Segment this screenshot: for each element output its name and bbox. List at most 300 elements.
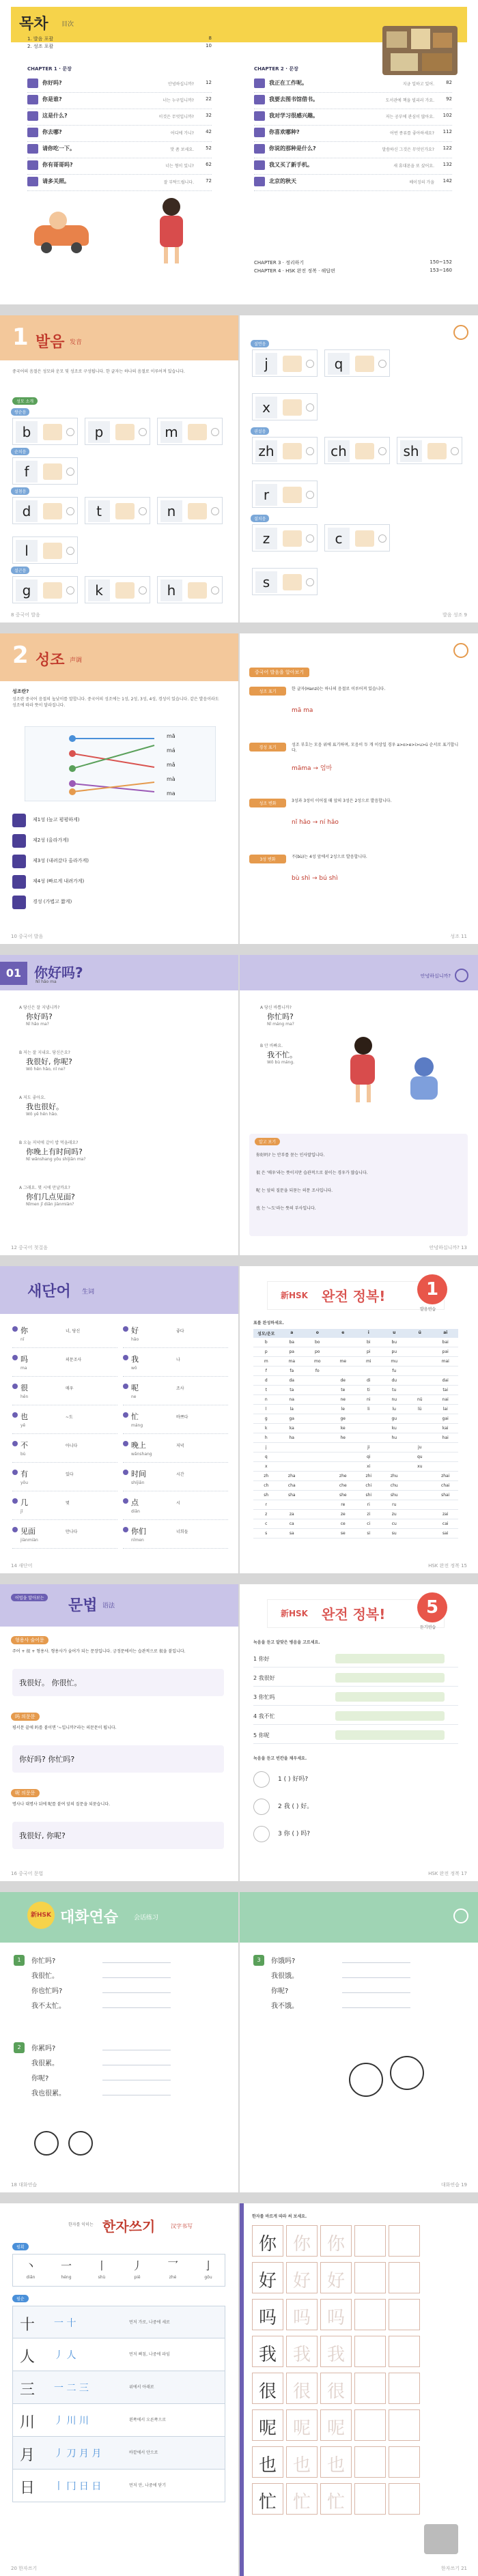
table-cell[interactable]: gu xyxy=(391,1416,397,1421)
table-cell[interactable]: li xyxy=(367,1407,370,1412)
toc-item[interactable] xyxy=(27,142,212,158)
toc-item[interactable] xyxy=(254,175,452,191)
table-cell[interactable]: na xyxy=(289,1397,294,1402)
table-cell[interactable]: ri xyxy=(367,1502,370,1507)
pinyin-card[interactable] xyxy=(397,437,462,464)
table-cell[interactable]: shi xyxy=(365,1493,372,1498)
conv-answer-line[interactable] xyxy=(102,2074,171,2080)
hsk5-item-text: 3 你忙吗 xyxy=(253,1694,275,1700)
toc-photo-collage xyxy=(382,26,458,75)
conv-answer-line[interactable] xyxy=(342,2001,410,2008)
practice-cell[interactable] xyxy=(389,2483,420,2515)
stroke-glyph: 丶 xyxy=(25,2259,36,2272)
table-cell[interactable]: cha xyxy=(287,1483,296,1488)
practice-cell[interactable] xyxy=(389,2336,420,2367)
practice-cell[interactable] xyxy=(354,2225,386,2257)
practice-cell[interactable] xyxy=(252,2299,283,2330)
toc-item[interactable] xyxy=(254,142,452,158)
conv-answer-line[interactable] xyxy=(102,2001,171,2008)
conv-answer-line[interactable] xyxy=(102,1986,171,1993)
practice-cell[interactable] xyxy=(389,2299,420,2330)
practice-cell[interactable] xyxy=(252,2262,283,2293)
pinyin-initial: t xyxy=(88,500,110,522)
pinyin-group-tag: 쌍순음 xyxy=(11,408,29,416)
table-cell[interactable]: pi xyxy=(367,1349,371,1354)
practice-cell[interactable] xyxy=(286,2373,318,2404)
toc-appendix-item[interactable]: CHAPTER 4 · HSK 완전 정복 · 해답편 xyxy=(254,268,335,274)
toc-item-page: 12 xyxy=(206,80,212,85)
practice-char: 也 xyxy=(258,2455,277,2476)
vocab-meaning: 저녁 xyxy=(176,1444,184,1448)
table-cell[interactable]: fa xyxy=(290,1369,294,1373)
table-cell[interactable]: gai xyxy=(442,1416,449,1421)
practice-cell[interactable] xyxy=(354,2446,386,2478)
table-cell[interactable]: zhai xyxy=(441,1474,450,1478)
table-cell: f xyxy=(265,1369,267,1373)
table-cell[interactable]: ge xyxy=(340,1416,346,1421)
pinyin-card[interactable] xyxy=(252,349,318,377)
table-header-cell: ü xyxy=(418,1330,421,1335)
table-cell[interactable]: shai xyxy=(441,1493,450,1498)
rule-text: 성조 부호는 모음 위에 표기하며, 모음이 두 개 이상일 경우 a>o>e>i>u>ü 순서로 표기합니다. xyxy=(292,743,459,753)
bullet-icon xyxy=(12,1470,18,1475)
practice-cell[interactable] xyxy=(286,2299,318,2330)
table-cell[interactable]: chu xyxy=(390,1483,398,1488)
mouth-shape-icon xyxy=(211,586,219,595)
table-cell[interactable]: sai xyxy=(442,1531,449,1536)
practice-cell[interactable] xyxy=(286,2446,318,2478)
mouth-shape-icon xyxy=(211,507,219,515)
vocab-hanzi: 很 xyxy=(20,1384,28,1392)
grammar-example-box xyxy=(12,1669,224,1696)
toc-item[interactable] xyxy=(27,175,212,191)
hsk5-item2[interactable] xyxy=(253,1796,458,1819)
table-cell[interactable]: sha xyxy=(287,1493,296,1498)
table-cell[interactable]: sa xyxy=(289,1531,294,1536)
table-cell[interactable]: da xyxy=(289,1378,294,1383)
practice-trace-char: 我 xyxy=(326,2345,345,2365)
pinyin-example-picture xyxy=(283,443,302,459)
conv-line: 你呢? xyxy=(31,2075,49,2083)
table-cell[interactable]: ne xyxy=(340,1397,346,1402)
tones-page-right xyxy=(240,633,478,944)
practice-cell[interactable] xyxy=(286,2483,318,2515)
table-cell[interactable]: nai xyxy=(442,1397,449,1402)
table-cell[interactable]: mo xyxy=(313,1359,321,1364)
practice-cell[interactable] xyxy=(252,2373,283,2404)
pinyin-card[interactable] xyxy=(252,481,318,508)
toc-item-zh[interactable]: 请你吃一下。 xyxy=(42,145,75,152)
bullet-icon xyxy=(12,1326,18,1332)
answer-box[interactable] xyxy=(335,1711,445,1721)
answer-box[interactable] xyxy=(335,1654,445,1663)
pinyin-card[interactable] xyxy=(12,576,78,603)
pinyin-title: 발음 xyxy=(36,334,65,351)
pinyin-card[interactable] xyxy=(252,568,318,595)
hsk5-item[interactable] xyxy=(253,1672,458,1687)
answer-box[interactable] xyxy=(335,1730,445,1740)
stroke-glyph: 丿 xyxy=(131,2259,143,2272)
toc-appendix-page: 153~160 xyxy=(430,268,452,273)
vocab-pinyin: diǎn xyxy=(131,1509,140,1514)
table-cell[interactable]: cai xyxy=(442,1521,449,1526)
page-number: 대화연습 19 xyxy=(440,2182,467,2188)
table-row xyxy=(253,1366,458,1376)
table-cell[interactable]: zha xyxy=(287,1474,296,1478)
table-cell: m xyxy=(264,1359,268,1364)
page-number: 안녕하십니까? 13 xyxy=(429,1245,467,1250)
table-cell[interactable]: hu xyxy=(391,1435,397,1440)
pinyin-card[interactable] xyxy=(324,524,390,552)
answer-box[interactable] xyxy=(335,1673,445,1683)
practice-cell[interactable] xyxy=(286,2262,318,2293)
toc-item-page: 62 xyxy=(206,162,212,167)
practice-cell[interactable] xyxy=(252,2336,283,2367)
table-cell[interactable]: tu xyxy=(392,1388,397,1392)
toc-item-zh[interactable]: 我又买了新手机。 xyxy=(269,162,313,168)
pinyin-card[interactable] xyxy=(157,576,223,603)
toc-item-zh[interactable]: 你去哪? xyxy=(42,129,62,135)
practice-cell[interactable] xyxy=(252,2446,283,2478)
table-cell[interactable]: su xyxy=(391,1531,397,1536)
conv-line: 我很累。 xyxy=(31,2060,59,2067)
grammar-text: 평서문 끝에 吗를 붙이면 '~입니까?'라는 의문문이 됩니다. xyxy=(12,1726,117,1730)
answer-box[interactable] xyxy=(335,1692,445,1702)
table-cell[interactable]: po xyxy=(315,1349,320,1354)
table-cell[interactable]: ti xyxy=(367,1388,370,1392)
table-cell[interactable]: ca xyxy=(289,1521,294,1526)
pinyin-card[interactable] xyxy=(85,576,150,603)
practice-row xyxy=(252,2446,423,2479)
table-cell[interactable]: ni xyxy=(367,1397,371,1402)
toc-item-zh[interactable]: 请多关照。 xyxy=(42,178,70,184)
pinyin-card[interactable] xyxy=(252,437,318,464)
table-cell[interactable]: ru xyxy=(392,1502,397,1507)
order-char: 十 xyxy=(20,2317,36,2334)
hsk5-item2[interactable] xyxy=(253,1769,458,1792)
toc-intro xyxy=(27,35,212,51)
conv-answer-line[interactable] xyxy=(342,1956,410,1963)
table-cell[interactable]: fo xyxy=(315,1369,320,1373)
table-cell[interactable]: zhu xyxy=(390,1474,398,1478)
conv-answer-line[interactable] xyxy=(102,2044,171,2050)
table-cell[interactable]: zi xyxy=(367,1512,371,1517)
toc-item[interactable] xyxy=(27,126,212,142)
conv-answer-line[interactable] xyxy=(342,1971,410,1978)
practice-cell[interactable] xyxy=(320,2446,352,2478)
table-cell[interactable]: ce xyxy=(340,1521,346,1526)
practice-cell[interactable] xyxy=(286,2409,318,2441)
practice-cell[interactable] xyxy=(320,2336,352,2367)
pinyin-initial: r xyxy=(255,484,277,506)
conv-answer-line[interactable] xyxy=(102,1956,171,1963)
table-cell[interactable]: la xyxy=(290,1407,294,1412)
table-cell[interactable]: dai xyxy=(442,1378,449,1383)
table-cell: l xyxy=(265,1407,267,1412)
table-cell[interactable]: ze xyxy=(340,1512,346,1517)
pinyin-card[interactable] xyxy=(324,437,390,464)
conv-cartoon-right xyxy=(342,2049,431,2110)
practice-char: 呢 xyxy=(258,2418,277,2439)
table-cell[interactable]: chai xyxy=(441,1483,450,1488)
order-rule: 먼저 가로, 나중에 세로 xyxy=(129,2320,170,2325)
practice-cell[interactable] xyxy=(252,2225,283,2257)
table-cell[interactable]: ji xyxy=(367,1445,370,1450)
practice-cell[interactable] xyxy=(354,2299,386,2330)
table-cell[interactable]: re xyxy=(341,1502,346,1507)
conv-answer-line[interactable] xyxy=(102,1971,171,1978)
tone-legend-row xyxy=(12,833,224,849)
table-cell[interactable]: shu xyxy=(390,1493,398,1498)
stroke-glyph: 丨 xyxy=(96,2259,107,2272)
table-cell[interactable]: tai xyxy=(442,1388,449,1392)
table-cell[interactable]: she xyxy=(339,1493,347,1498)
toc-item-zh[interactable]: 我正在工作呢。 xyxy=(269,80,307,86)
table-cell[interactable]: kai xyxy=(442,1426,449,1431)
practice-row xyxy=(252,2373,423,2405)
table-cell[interactable]: me xyxy=(339,1359,347,1364)
conv-answer-line[interactable] xyxy=(102,2059,171,2065)
hsk5-item[interactable] xyxy=(253,1729,458,1744)
practice-cell[interactable] xyxy=(320,2373,352,2404)
vocab-meaning: 만나다 xyxy=(66,1530,78,1534)
vocab-item xyxy=(12,1409,117,1434)
toc-item-zh[interactable]: 你好吗? xyxy=(42,80,62,86)
toc-item-zh[interactable]: 北京的秋天 xyxy=(269,178,296,184)
pinyin-card[interactable] xyxy=(12,457,78,485)
hsk5-item[interactable] xyxy=(253,1652,458,1668)
pinyin-desc: 중국어의 음절은 성모와 운모 및 성조로 구성됩니다. 한 글자는 하나의 음절로 이루어져 있습니다. xyxy=(12,369,185,374)
practice-cell[interactable] xyxy=(389,2262,420,2293)
pinyin-initial: sh xyxy=(400,440,422,462)
toc-item[interactable] xyxy=(254,158,452,175)
table-cell[interactable]: le xyxy=(341,1407,345,1412)
pinyin-card[interactable] xyxy=(252,524,318,552)
table-cell[interactable]: ta xyxy=(290,1388,294,1392)
conv-answer-line[interactable] xyxy=(102,2089,171,2095)
vocab-hanzi: 我 xyxy=(131,1355,139,1364)
vocab-hanzi: 好 xyxy=(131,1326,139,1335)
dialog-ko: B 오늘 저녁에 같이 밥 먹을래요? xyxy=(19,1141,79,1145)
tones-side-heading: 중국어 발음을 알아보기 xyxy=(249,668,309,677)
grammar-example: 你好吗? 你忙吗? xyxy=(19,1755,75,1764)
table-cell[interactable]: zhe xyxy=(339,1474,347,1478)
pencil-illustration xyxy=(424,2524,458,2554)
table-cell[interactable]: zu xyxy=(391,1512,397,1517)
table-cell[interactable]: hai xyxy=(442,1435,449,1440)
practice-cell[interactable] xyxy=(354,2409,386,2441)
table-cell[interactable]: ha xyxy=(289,1435,294,1440)
conv-line: 你忙吗? xyxy=(31,1958,56,1965)
toc-item-zh[interactable]: 你喜欢哪种? xyxy=(269,129,300,135)
conv-answer-line[interactable] xyxy=(342,1986,410,1993)
practice-cell[interactable] xyxy=(320,2299,352,2330)
headphones-icon[interactable] xyxy=(453,1908,468,1923)
toc-item[interactable] xyxy=(254,93,452,109)
table-cell[interactable]: lu xyxy=(392,1407,396,1412)
table-cell[interactable]: fu xyxy=(392,1369,397,1373)
toc-item[interactable] xyxy=(27,76,212,93)
practice-row xyxy=(252,2409,423,2442)
speaker-icon[interactable] xyxy=(253,1799,270,1815)
headphones-icon[interactable] xyxy=(453,643,468,658)
toc-item-zh[interactable]: 我要去图书馆借书。 xyxy=(269,96,318,102)
pinyin-initial: j xyxy=(255,353,277,375)
mouth-shape-icon xyxy=(139,428,147,436)
table-cell[interactable]: de xyxy=(340,1378,346,1383)
table-cell[interactable]: che xyxy=(339,1483,347,1488)
toc-item[interactable] xyxy=(27,158,212,175)
pinyin-tag: 성모 소개 xyxy=(12,397,38,405)
table-cell[interactable]: nu xyxy=(391,1397,397,1402)
table-cell[interactable]: mu xyxy=(391,1359,398,1364)
vocab-hanzi: 你 xyxy=(20,1326,28,1335)
pinyin-card[interactable] xyxy=(12,497,78,524)
practice-cell[interactable] xyxy=(354,2336,386,2367)
table-cell[interactable]: xi xyxy=(367,1464,371,1469)
pinyin-card[interactable] xyxy=(85,418,150,445)
lesson-marker-icon xyxy=(27,160,38,170)
toc-item-page: 72 xyxy=(206,178,212,184)
grammar-example-box xyxy=(12,1822,224,1849)
table-cell[interactable]: ga xyxy=(289,1416,294,1421)
practice-cell[interactable] xyxy=(354,2262,386,2293)
toc-appendix-page: 150~152 xyxy=(430,259,452,265)
table-cell[interactable]: bi xyxy=(367,1340,371,1345)
practice-cell[interactable] xyxy=(389,2409,420,2441)
page-number: 16 중국어 문법 xyxy=(11,1871,44,1876)
table-cell[interactable]: du xyxy=(391,1378,397,1383)
pinyin-card[interactable] xyxy=(12,536,78,564)
table-cell[interactable]: ci xyxy=(367,1521,371,1526)
table-cell[interactable]: nü xyxy=(417,1397,423,1402)
vocab-meaning: 조사 xyxy=(176,1386,184,1391)
toc-item[interactable] xyxy=(27,93,212,109)
order-char: 日 xyxy=(20,2480,36,2497)
practice-cell[interactable] xyxy=(354,2483,386,2515)
toc-item-zh[interactable]: 你有哥哥吗? xyxy=(42,162,73,168)
toc-appendix-item[interactable]: CHAPTER 3 · 정리하기 xyxy=(254,260,305,266)
lesson-marker-icon xyxy=(254,111,265,121)
hsk5-item[interactable] xyxy=(253,1710,458,1725)
table-cell[interactable]: ma xyxy=(288,1359,296,1364)
table-cell[interactable]: si xyxy=(367,1531,371,1536)
table-cell[interactable]: chi xyxy=(365,1483,372,1488)
vocab-title: 새단어 xyxy=(27,1283,71,1300)
practice-cell[interactable] xyxy=(252,2409,283,2441)
toc-item-zh[interactable]: 这是什么? xyxy=(42,113,68,119)
table-cell[interactable]: qu xyxy=(417,1455,423,1459)
headphones-icon[interactable] xyxy=(455,969,468,982)
stroke-order-table xyxy=(12,2306,225,2502)
pinyin-card[interactable] xyxy=(157,418,223,445)
tone-mark: mǎ xyxy=(167,762,175,768)
table-cell[interactable]: pu xyxy=(391,1349,397,1354)
table-cell[interactable]: ba xyxy=(289,1340,294,1345)
toc-item-zh[interactable]: 你是谁? xyxy=(42,96,62,102)
table-cell[interactable]: bu xyxy=(391,1340,397,1345)
table-cell[interactable]: bai xyxy=(442,1340,449,1345)
pinyin-initial: l xyxy=(16,540,38,562)
practice-cell[interactable] xyxy=(320,2262,352,2293)
order-char: 三 xyxy=(20,2381,36,2399)
table-cell[interactable]: lü xyxy=(418,1407,422,1412)
practice-cell[interactable] xyxy=(320,2409,352,2441)
toc-item-zh[interactable]: 你说的那种是什么? xyxy=(269,145,316,152)
table-cell[interactable]: lai xyxy=(442,1407,448,1412)
lesson-marker-icon xyxy=(27,144,38,154)
table-cell[interactable]: se xyxy=(340,1531,346,1536)
vocab-pinyin: yě xyxy=(20,1423,26,1428)
conv-page-left xyxy=(0,1892,238,2192)
table-cell[interactable]: ju xyxy=(418,1445,422,1450)
table-cell[interactable]: ka xyxy=(289,1426,294,1431)
lesson-page-left xyxy=(0,955,238,1255)
pinyin-card[interactable] xyxy=(324,349,390,377)
table-cell[interactable]: bo xyxy=(315,1340,320,1345)
table-cell[interactable]: cu xyxy=(391,1521,397,1526)
speaker-icon[interactable] xyxy=(253,1826,270,1842)
headphones-icon[interactable] xyxy=(453,325,468,340)
pinyin-card[interactable] xyxy=(85,497,150,524)
lesson-marker-icon xyxy=(27,128,38,137)
toc-intro-item[interactable]: 2. 성조 포괄 xyxy=(27,44,54,49)
toc-item[interactable] xyxy=(254,109,452,126)
table-cell[interactable]: ku xyxy=(391,1426,397,1431)
toc-item[interactable] xyxy=(27,109,212,126)
practice-cell[interactable] xyxy=(389,2225,420,2257)
table-cell: b xyxy=(264,1340,268,1345)
toc-item[interactable] xyxy=(254,126,452,142)
toc-item-zh[interactable]: 我对学习很感兴趣。 xyxy=(269,113,318,119)
table-cell[interactable]: pai xyxy=(442,1349,449,1354)
table-cell[interactable]: qi xyxy=(367,1455,371,1459)
practice-cell[interactable] xyxy=(389,2373,420,2404)
speaker-icon[interactable] xyxy=(253,1771,270,1788)
toc-item[interactable] xyxy=(254,76,452,93)
practice-cell[interactable] xyxy=(389,2446,420,2478)
table-cell[interactable]: xu xyxy=(417,1464,423,1469)
table-cell[interactable]: mi xyxy=(365,1359,371,1364)
table-cell[interactable]: za xyxy=(289,1512,294,1517)
hsk5-item2[interactable] xyxy=(253,1823,458,1846)
table-cell[interactable]: zhi xyxy=(365,1474,372,1478)
practice-cell[interactable] xyxy=(320,2483,352,2515)
tones-desc: 성조란 중국어 음절의 높낮이를 말합니다. 중국어의 성조에는 1성, 2성, 3성, 4성, 경성이 있습니다. 같은 발음이라도 성조에 따라 뜻이 달라집니다. xyxy=(12,697,219,708)
practice-cell[interactable] xyxy=(354,2373,386,2404)
pinyin-card[interactable] xyxy=(252,393,318,420)
practice-cell[interactable] xyxy=(320,2225,352,2257)
pinyin-card[interactable] xyxy=(157,497,223,524)
pinyin-card[interactable] xyxy=(12,418,78,445)
practice-cell[interactable] xyxy=(252,2483,283,2515)
table-cell[interactable]: zai xyxy=(442,1512,449,1517)
vocab-hanzi: 也 xyxy=(20,1412,28,1421)
bullet-icon xyxy=(12,1527,18,1532)
toc-item-ko: 어떤 종류를 좋아하세요? xyxy=(390,131,434,136)
table-cell[interactable]: he xyxy=(340,1435,346,1440)
toc-intro-item[interactable]: 1. 발음 포괄 xyxy=(27,36,54,42)
vocab-meaning: 의문조사 xyxy=(66,1358,82,1362)
table-cell[interactable]: ke xyxy=(340,1426,346,1431)
table-cell[interactable]: di xyxy=(367,1378,371,1383)
table-cell[interactable]: pa xyxy=(289,1349,294,1354)
table-cell[interactable]: mai xyxy=(441,1359,449,1364)
hsk5-item[interactable] xyxy=(253,1691,458,1706)
practice-cell[interactable] xyxy=(286,2225,318,2257)
practice-cell[interactable] xyxy=(286,2336,318,2367)
table-cell[interactable]: te xyxy=(341,1388,346,1392)
